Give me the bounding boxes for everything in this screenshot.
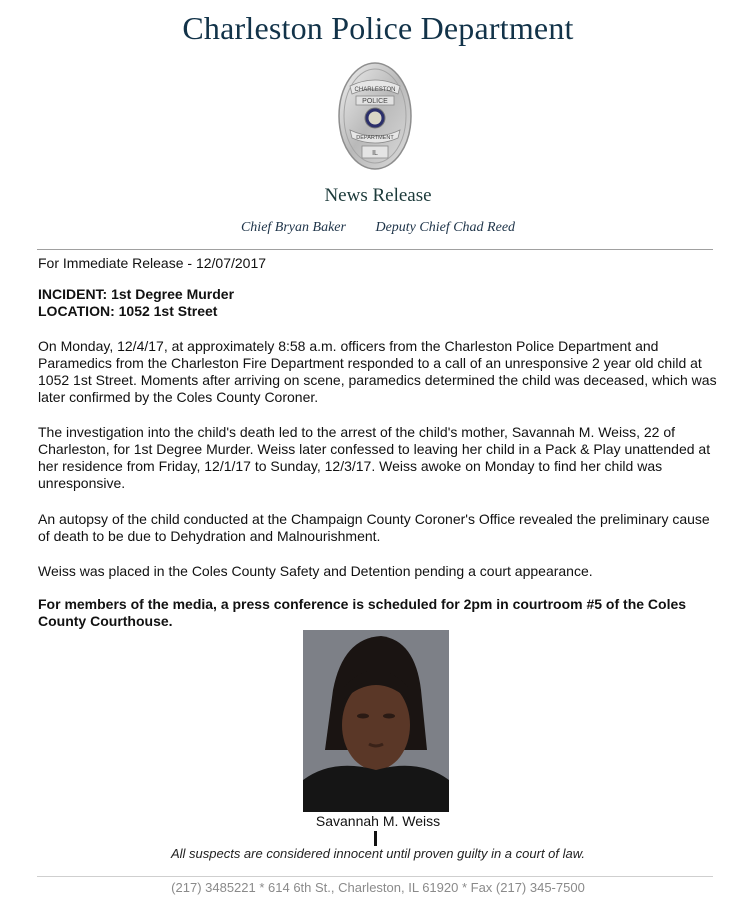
paragraph-response: On Monday, 12/4/17, at approximately 8:58 a.m. officers from the Charleston Police Department and Paramedics from the Charleston Fire Department responded to a call of an unresponsive 2 year old child at 1052 1st Street. Moments after arriving on scene, paramedics determined the child was deceased, which was later confirmed by the Coles County Coroner.: [38, 338, 717, 405]
paragraph-investigation: The investigation into the child's death led to the arrest of the child's mother, Savannah M. Weiss, 22 of Charleston, for 1st Degree Murder. Weiss later confessed to leaving her child in a Pack & Play unattended at her residence from Friday, 12/1/17 to Sunday, 12/3/17. Weiss awoke on Monday to find her child was unresponsive.: [38, 424, 711, 491]
incident-block: [38, 286, 718, 320]
paragraph-autopsy: An autopsy of the child conducted at the Champaign County Coroner's Office revealed the preliminary cause of death to be due to Dehydration and Malnourishment.: [38, 511, 710, 544]
badge-text-charleston: CHARLESTON: [354, 87, 396, 93]
footer-contact: (217) 3485221 * 614 6th St., Charleston, IL 61920 * Fax (217) 345-7500: [171, 880, 585, 895]
badge-text-police: POLICE: [362, 98, 388, 105]
page-title: Charleston Police Department: [182, 10, 574, 46]
badge-text-il: IL: [372, 150, 378, 157]
police-badge-icon: [336, 60, 414, 172]
incident-line: INCIDENT: 1st Degree Murder: [38, 286, 235, 302]
news-release-heading: News Release: [324, 185, 432, 206]
deputy-chief-name: Deputy Chief Chad Reed: [375, 220, 516, 235]
caption-marker: [374, 831, 377, 846]
chief-name: Chief Bryan Baker: [240, 220, 346, 235]
paragraph-detention: Weiss was placed in the Coles County Safety and Detention pending a court appearance.: [38, 563, 593, 579]
header-divider: [37, 249, 713, 250]
disclaimer: All suspects are considered innocent until proven guilty in a court of law.: [170, 846, 586, 861]
officials-line: [0, 220, 756, 236]
suspect-caption: Savannah M. Weiss: [315, 813, 441, 829]
location-line: LOCATION: 1052 1st Street: [38, 303, 218, 319]
mugshot-photo: [303, 630, 449, 812]
badge-text-department: DEPARTMENT: [356, 135, 394, 141]
release-date-line: For Immediate Release - 12/07/2017: [38, 255, 267, 271]
media-note: For members of the media, a press conference is scheduled for 2pm in courtroom #5 of the Coles County Courthouse.: [38, 596, 687, 629]
footer-divider: [37, 876, 713, 877]
